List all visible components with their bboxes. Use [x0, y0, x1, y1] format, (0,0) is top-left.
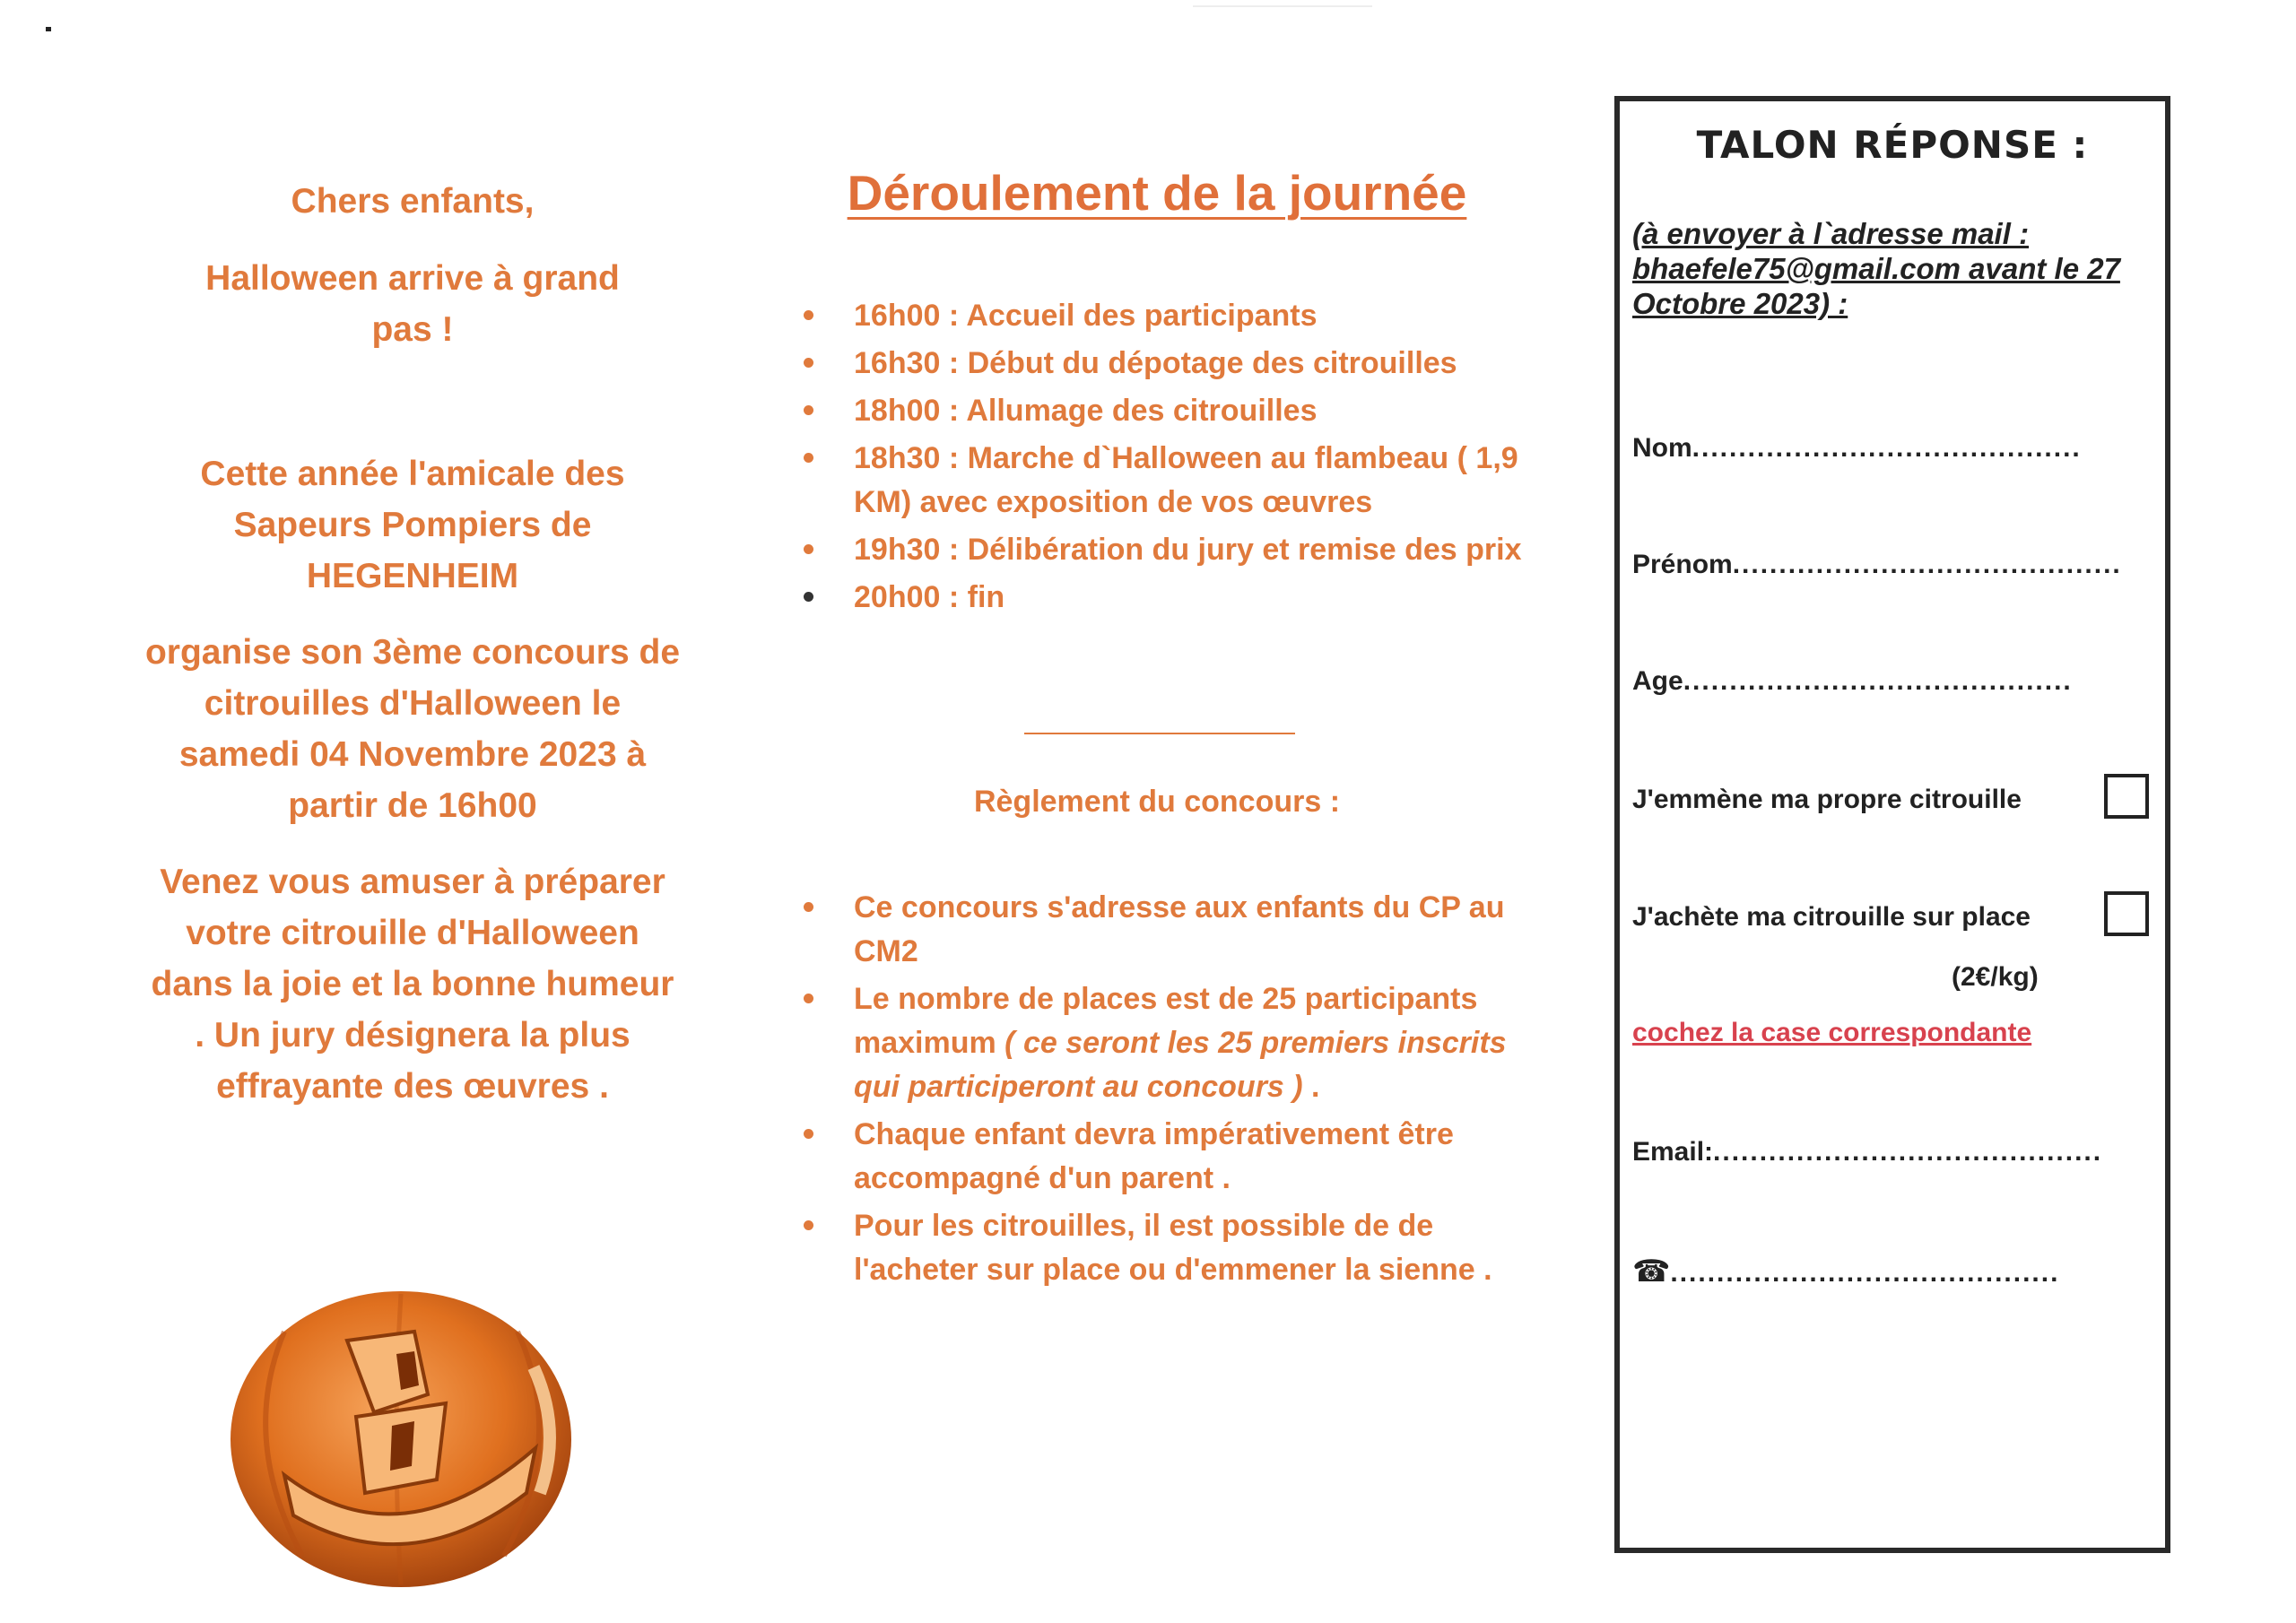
list-item: Chaque enfant devra impérativement être accompagné d'un parent .	[789, 1113, 1525, 1201]
organizer-text: Cette année l'amicale des Sapeurs Pompiers de HEGENHEIM	[200, 455, 625, 595]
bullet-icon	[804, 902, 813, 912]
bullet-icon	[804, 1129, 813, 1139]
greeting: Chers enfants,	[291, 182, 535, 221]
rules-list	[789, 886, 1525, 1296]
list-item: 18h30 : Marche d`Halloween au flambeau ( 1,9 KM) avec exposition de vos œuvres	[789, 437, 1525, 525]
check-instruction: cochez la case correspondante	[1632, 1018, 2032, 1047]
bullet-icon	[804, 994, 813, 1003]
list-item: 19h30 : Délibération du jury et remise des prix	[789, 528, 1525, 572]
own-pumpkin-option: J'emmène ma propre citrouille	[1632, 785, 2161, 815]
scan-mark	[1193, 5, 1372, 7]
bullet-icon	[804, 310, 813, 320]
own-pumpkin-checkbox[interactable]	[2104, 774, 2149, 819]
scan-speck	[46, 27, 51, 31]
list-item: 16h30 : Début du dépotage des citrouilles	[789, 342, 1525, 386]
halloween-arrival: Halloween arrive à grand pas !	[205, 259, 620, 349]
pumpkin-price: (2€/kg)	[1952, 962, 2039, 992]
program-title: Déroulement de la journée	[847, 165, 1467, 221]
schedule-list	[789, 294, 1525, 623]
buy-pumpkin-checkbox[interactable]	[2104, 891, 2149, 936]
bullet-icon	[804, 358, 813, 368]
list-item: 18h00 : Allumage des citrouilles	[789, 389, 1525, 433]
left-column	[144, 176, 682, 1112]
list-item: Ce concours s'adresse aux enfants du CP au CM2	[789, 886, 1525, 974]
telephone-icon: ☎	[1632, 1254, 1671, 1289]
list-item: 16h00 : Accueil des participants	[789, 294, 1525, 338]
bullet-icon	[804, 1220, 813, 1230]
email-field[interactable]: Email:..........................................	[1632, 1137, 2103, 1167]
contest-text: organise son 3ème concours de citrouilles d'Halloween le samedi 04 Novembre 2023 à partir de 16h00	[144, 633, 681, 825]
phone-field[interactable]: ☎..........................................	[1632, 1254, 2060, 1289]
list-item: Le nombre de places est de 25 participants maximum ( ce seront les 25 premiers inscrits qui participeront au concours ) .	[789, 977, 1525, 1109]
reply-slip	[1614, 96, 2170, 1553]
reply-instructions: (à envoyer à l`adresse mail : bhaefele75@gmail.com avant le 27 Octobre 2023) :	[1632, 217, 2120, 320]
bullet-icon	[804, 544, 813, 554]
section-divider	[1024, 733, 1295, 734]
pumpkin-image	[222, 1269, 580, 1592]
last-name-field[interactable]: Nom..........................................	[1632, 433, 2082, 463]
reply-slip-title: TALON RÉPONSE :	[1696, 123, 2089, 167]
list-item: 20h00 : fin	[789, 576, 1525, 620]
bullet-icon	[804, 453, 813, 463]
invitation-text: Venez vous amuser à préparer votre citrouille d'Halloween dans la joie et la bonne humeur . Un jury désignera la plus effrayante des œuvres .	[151, 863, 674, 1106]
bullet-icon	[804, 592, 813, 602]
buy-pumpkin-option: J'achète ma citrouille sur place	[1632, 902, 2161, 933]
bullet-icon	[804, 405, 813, 415]
age-field[interactable]: Age..........................................	[1632, 666, 2073, 696]
first-name-field[interactable]: Prénom..........................................	[1632, 550, 2122, 579]
list-item: Pour les citrouilles, il est possible de de l'acheter sur place ou d'emmener la sienne .	[789, 1204, 1525, 1292]
rules-title: Règlement du concours :	[973, 785, 1341, 819]
